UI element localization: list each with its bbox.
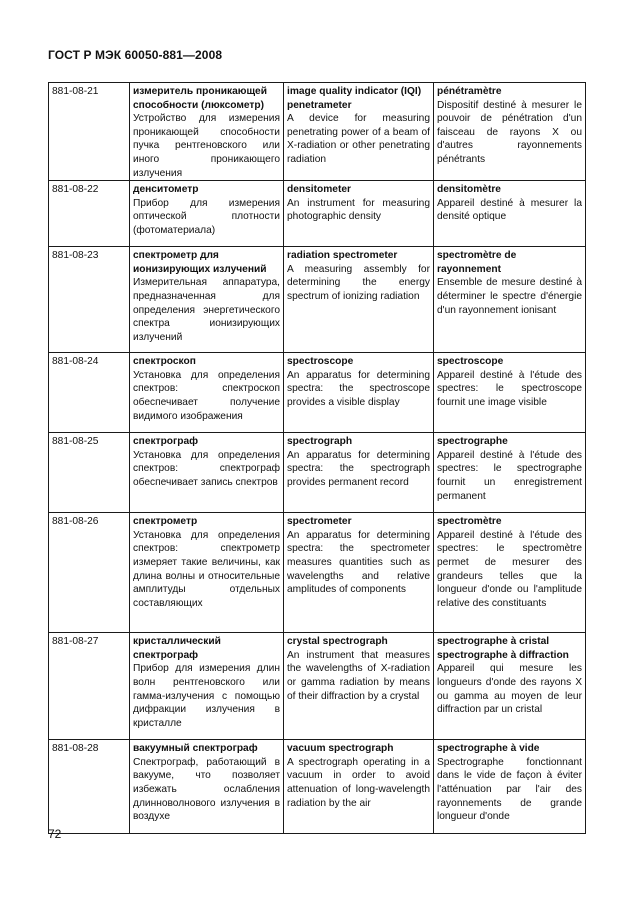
russian-cell <box>130 181 284 247</box>
english-cell <box>284 433 434 513</box>
french-definition: Spectrographe fonctionnant dans le vide de façon à éviter l'atténuation par l'air des rayonnements de grande longueur d'onde <box>437 756 582 823</box>
french-term: spectrographe à cristal spectrographe à diffraction <box>437 636 569 661</box>
english-definition: An apparatus for determining spectra: the spectrometer measures quantities such as wavelengths and relative amplitudes of components <box>287 529 430 596</box>
french-term: densitomètre <box>437 184 501 196</box>
french-cell <box>434 740 586 834</box>
english-term: crystal spectrograph <box>287 636 388 648</box>
english-term: radiation spectrometer <box>287 250 398 262</box>
french-term: spectrographe <box>437 436 508 448</box>
french-definition: Appareil destiné à l'étude des spectres: le spectromètre permet de mesurer des grandeurs telles que la longueur d'onde ou l'amplitude relative des constituants <box>437 529 582 609</box>
french-cell <box>434 83 586 181</box>
page-header: ГОСТ Р МЭК 60050-881—2008 <box>48 48 223 62</box>
russian-term: спектрограф <box>133 436 199 448</box>
terms-table <box>48 82 586 834</box>
french-definition: Appareil destiné à mesurer la densité optique <box>437 197 582 223</box>
english-term: spectrograph <box>287 436 353 448</box>
english-term: densitometer <box>287 184 351 196</box>
russian-definition: Устройство для измерения проникающей способности пучка рентгеновского или иного проникающего излучения <box>133 113 280 179</box>
french-term: spectromètre de rayonnement <box>437 250 517 275</box>
french-cell <box>434 433 586 513</box>
page-number: 72 <box>48 827 62 841</box>
russian-cell <box>130 513 284 633</box>
russian-term: измеритель проникающей способности (люксометр) <box>133 86 267 111</box>
term-number: 881-08-24 <box>49 353 130 433</box>
french-cell <box>434 181 586 247</box>
french-definition: Dispositif destiné à mesurer le pouvoir de pénétration d'un faisceau de rayons X ou d'autres rayonnements pénétrants <box>437 99 582 165</box>
english-definition: An apparatus for determining spectra: the spectroscope provides a visible display <box>287 369 430 408</box>
russian-cell <box>130 353 284 433</box>
table-row <box>49 513 586 633</box>
russian-definition: Установка для определения спектров: спектроскоп обеспечивает получение видимого изображения <box>133 369 280 422</box>
french-cell <box>434 353 586 433</box>
english-definition: A spectrograph operating in a vacuum in order to avoid attenuation of long-wavelength radiation by the air <box>287 756 430 809</box>
russian-term: вакуумный спектрограф <box>133 743 258 755</box>
english-definition: A device for measuring penetrating power of a beam of X-radiation or other penetrating radiation <box>287 113 430 165</box>
french-term: spectromètre <box>437 516 502 528</box>
table-row <box>49 353 586 433</box>
russian-term: спектрометр <box>133 516 198 528</box>
english-term: spectrometer <box>287 516 352 528</box>
english-cell <box>284 633 434 740</box>
russian-cell <box>130 247 284 353</box>
term-number: 881-08-26 <box>49 513 130 633</box>
term-number: 881-08-22 <box>49 181 130 247</box>
table-row <box>49 433 586 513</box>
french-cell <box>434 513 586 633</box>
table-row <box>49 83 586 181</box>
russian-cell <box>130 740 284 834</box>
russian-definition: Прибор для измерения длин волн рентгеновского или гамма-излучения с помощью дифракции излучения в кристалле <box>133 663 280 729</box>
term-number: 881-08-21 <box>49 83 130 181</box>
french-cell <box>434 247 586 353</box>
table-row <box>49 181 586 247</box>
russian-definition: Спектрограф, работающий в вакууме, что позволяет избежать ослабления длинноволнового излучения в воздухе <box>133 756 280 823</box>
french-definition: Appareil destiné à l'étude des spectres: le spectrographe fournit un enregistrement permanent <box>437 449 582 502</box>
table-row <box>49 740 586 834</box>
english-definition: An instrument that measures the wavelengths of X-radiation or gamma radiation by means of their diffraction by a crystal <box>287 649 430 702</box>
english-definition: An instrument for measuring photographic density <box>287 197 430 223</box>
russian-definition: Прибор для измерения оптической плотности (фотоматериала) <box>133 197 280 236</box>
russian-cell <box>130 433 284 513</box>
english-term: spectroscope <box>287 356 354 368</box>
table-row <box>49 633 586 740</box>
english-term: image quality indicator (IQI) penetrameter <box>287 86 422 111</box>
term-number: 881-08-25 <box>49 433 130 513</box>
term-number: 881-08-23 <box>49 247 130 353</box>
russian-term: денситометр <box>133 184 199 196</box>
russian-term: кристаллический спектрограф <box>133 636 221 661</box>
english-cell <box>284 247 434 353</box>
term-number: 881-08-27 <box>49 633 130 740</box>
russian-term: спектрометр для ионизирующих излучений <box>133 250 267 275</box>
english-definition: An apparatus for determining spectra: the spectrograph provides permanent record <box>287 449 430 488</box>
french-term: spectroscope <box>437 356 504 368</box>
english-cell <box>284 513 434 633</box>
french-definition: Appareil qui mesure les longueurs d'onde des rayons X ou gamma au moyen de leur diffraction par un cristal <box>437 663 582 716</box>
russian-cell <box>130 83 284 181</box>
table-row <box>49 247 586 353</box>
russian-definition: Измерительная аппаратура, предназначенная для определения энергетического спектра ионизирующих излучений <box>133 277 280 343</box>
french-term: spectrographe à vide <box>437 743 540 755</box>
russian-definition: Установка для определения спектров: спектрометр измеряет такие величины, как длина волны и относительные амплитуды отдельных составляющих <box>133 529 280 609</box>
russian-cell <box>130 633 284 740</box>
english-cell <box>284 181 434 247</box>
english-cell <box>284 353 434 433</box>
english-cell <box>284 83 434 181</box>
english-definition: A measuring assembly for determining the energy spectrum of ionizing radiation <box>287 263 430 302</box>
french-definition: Ensemble de mesure destiné à déterminer le spectre d'énergie d'un rayonnement ionisant <box>437 277 582 316</box>
term-number: 881-08-28 <box>49 740 130 834</box>
russian-definition: Установка для определения спектров: спектрограф обеспечивает запись спектров <box>133 449 280 488</box>
french-cell <box>434 633 586 740</box>
french-term: pénétramètre <box>437 86 502 97</box>
english-cell <box>284 740 434 834</box>
english-term: vacuum spectrograph <box>287 743 394 755</box>
french-definition: Appareil destiné à l'étude des spectres: le spectroscope fournit une image visible <box>437 369 582 408</box>
russian-term: спектроскоп <box>133 356 196 368</box>
